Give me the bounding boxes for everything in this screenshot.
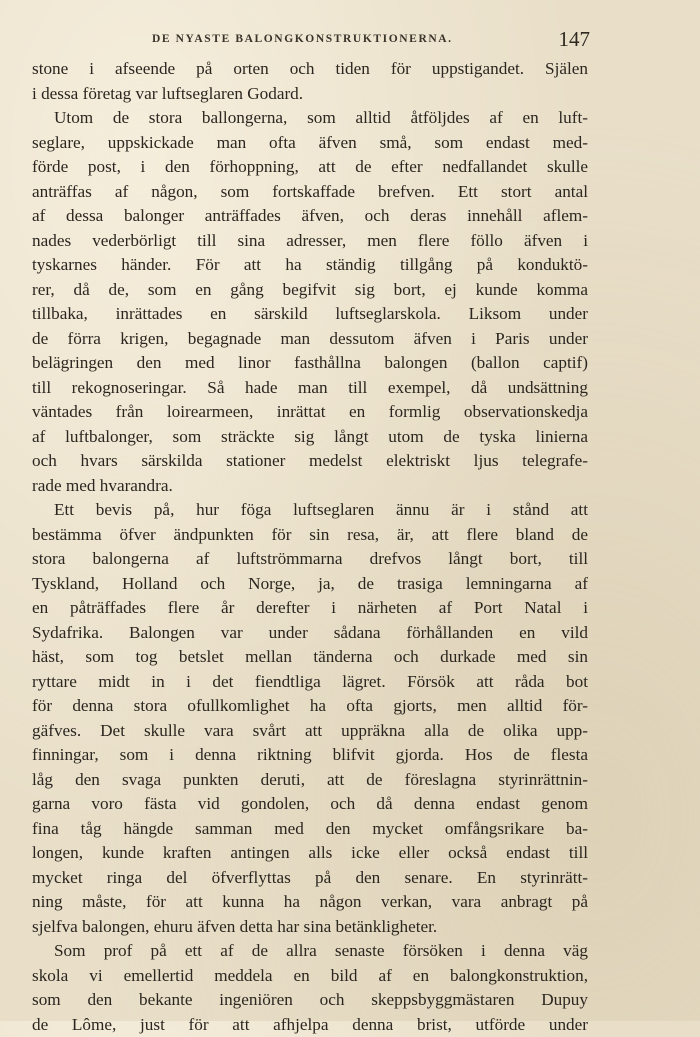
text-line: i dessa företag var luftseglaren Godard. — [32, 82, 588, 107]
text-line: fina tåg hängde samman med den mycket omfångsrikare ba- — [32, 817, 588, 842]
text-line: Tyskland, Holland och Norge, ja, de trasiga lemningarna af — [32, 572, 588, 597]
text-line: tyskarnes händer. För att ha ständig tillgång på konduktö- — [32, 253, 588, 278]
text-line: förde post, i den förhoppning, att de efter nedfallandet skulle — [32, 155, 588, 180]
text-line: häst, som tog betslet mellan tänderna och durkade med sin — [32, 645, 588, 670]
text-line: som den bekante ingeniören och skeppsbyggmästaren Dupuy — [32, 988, 588, 1013]
text-line: finningar, som i denna riktning blifvit gjorda. Hos de flesta — [32, 743, 588, 768]
text-line: Ett bevis på, hur föga luftseglaren ännu är i stånd att — [32, 498, 588, 523]
text-line: en påträffades flere år derefter i närheten af Port Natal i — [32, 596, 588, 621]
text-line: gäfves. Det skulle vara svårt att uppräkna alla de olika upp- — [32, 719, 588, 744]
running-head — [32, 30, 590, 52]
text-line: mycket ringa del öfverflyttas på den senare. En styrinrätt- — [32, 866, 588, 891]
text-line: nades vederbörligt till sina adresser, men flere föllo äfven i — [32, 229, 588, 254]
text-line: och hvars särskilda stationer medelst elektriskt ljus telegrafe- — [32, 449, 588, 474]
text-line: låg den svaga punkten deruti, att de föreslagna styrinrättnin- — [32, 768, 588, 793]
text-line: skola vi emellertid meddela en bild af en balongkonstruktion, — [32, 964, 588, 989]
text-line: Som prof på ett af de allra senaste försöken i denna väg — [32, 939, 588, 964]
text-line: anträffas af någon, som fortskaffade brefven. Ett stort antal — [32, 180, 588, 205]
text-line: de Lôme, just för att afhjelpa denna brist, utförde under — [32, 1013, 588, 1037]
text-line: Sydafrika. Balongen var under sådana förhållanden en vild — [32, 621, 588, 646]
text-line: stone i afseende på orten och tiden för uppstigandet. Själen — [32, 57, 588, 82]
text-line: rade med hvarandra. — [32, 474, 588, 499]
text-line: Utom de stora ballongerna, som alltid åtföljdes af en luft- — [32, 106, 588, 131]
text-line: seglare, uppskickade man ofta äfven små, som endast med- — [32, 131, 588, 156]
text-line: belägringen den med linor fasthållna balongen (ballon captif) — [32, 351, 588, 376]
text-line: väntades från loirearmeen, inrättat en formlig observationskedja — [32, 400, 588, 425]
text-line: af dessa balonger anträffades äfven, och deras innehåll aflem- — [32, 204, 588, 229]
text-line: stora balongerna af luftströmmarna drefvos långt bort, till — [32, 547, 588, 572]
page-number: 147 — [559, 27, 591, 52]
body-text — [32, 57, 588, 1037]
text-line: de förra krigen, begagnade man dessutom äfven i Paris under — [32, 327, 588, 352]
text-line: sjelfva balongen, ehuru äfven detta har sina betänkligheter. — [32, 915, 588, 940]
text-line: rer, då de, som en gång begifvit sig bort, ej kunde komma — [32, 278, 588, 303]
text-line: ryttare midt in i det fiendtliga lägret. Försök att råda bot — [32, 670, 588, 695]
running-title: DE NYASTE BALONGKONSTRUKTIONERNA. — [152, 33, 453, 45]
text-line: af luftbalonger, som sträckte sig långt utom de tyska linierna — [32, 425, 588, 450]
text-line: till rekognoseringar. Så hade man till exempel, då undsättning — [32, 376, 588, 401]
text-line: bestämma öfver ändpunkten för sin resa, är, att flere bland de — [32, 523, 588, 548]
text-line: longen, kunde kraften antingen alls icke eller också endast till — [32, 841, 588, 866]
text-line: för denna stora ofullkomlighet ha ofta gjorts, men alltid för- — [32, 694, 588, 719]
text-line: tillbaka, inrättades en särskild luftseglarskola. Liksom under — [32, 302, 588, 327]
text-line: garna voro fästa vid gondolen, och då denna endast genom — [32, 792, 588, 817]
text-line: ning måste, för att kunna ha någon verkan, vara anbragt på — [32, 890, 588, 915]
